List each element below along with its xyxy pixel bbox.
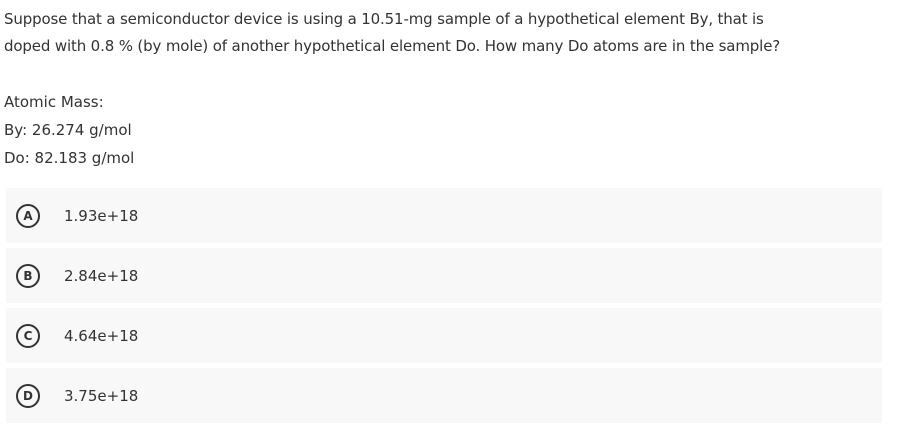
option-a-letter-badge: A	[16, 204, 40, 228]
atomic-mass-heading: Atomic Mass:	[4, 93, 104, 111]
answer-options	[6, 188, 882, 428]
option-b-letter-badge: B	[16, 264, 40, 288]
option-b-value: 2.84e+18	[64, 266, 139, 285]
atomic-mass-by: By: 26.274 g/mol	[4, 121, 132, 139]
question-line-2: doped with 0.8 % (by mole) of another hypothetical element Do. How many Do atoms are in the sample?	[4, 37, 781, 55]
option-a-value: 1.93e+18	[64, 206, 139, 225]
question-text	[4, 6, 884, 60]
atomic-mass-do: Do: 82.183 g/mol	[4, 149, 135, 167]
option-c-value: 4.64e+18	[64, 326, 139, 345]
option-d[interactable]	[6, 368, 882, 423]
question-line-1: Suppose that a semiconductor device is using a 10.51-mg sample of a hypothetical element By, that is	[4, 10, 764, 28]
atomic-mass-info	[4, 88, 134, 172]
option-a[interactable]	[6, 188, 882, 243]
option-c-letter-badge: C	[16, 324, 40, 348]
option-b[interactable]	[6, 248, 882, 303]
option-d-value: 3.75e+18	[64, 386, 139, 405]
option-c[interactable]	[6, 308, 882, 363]
option-d-letter-badge: D	[16, 384, 40, 408]
